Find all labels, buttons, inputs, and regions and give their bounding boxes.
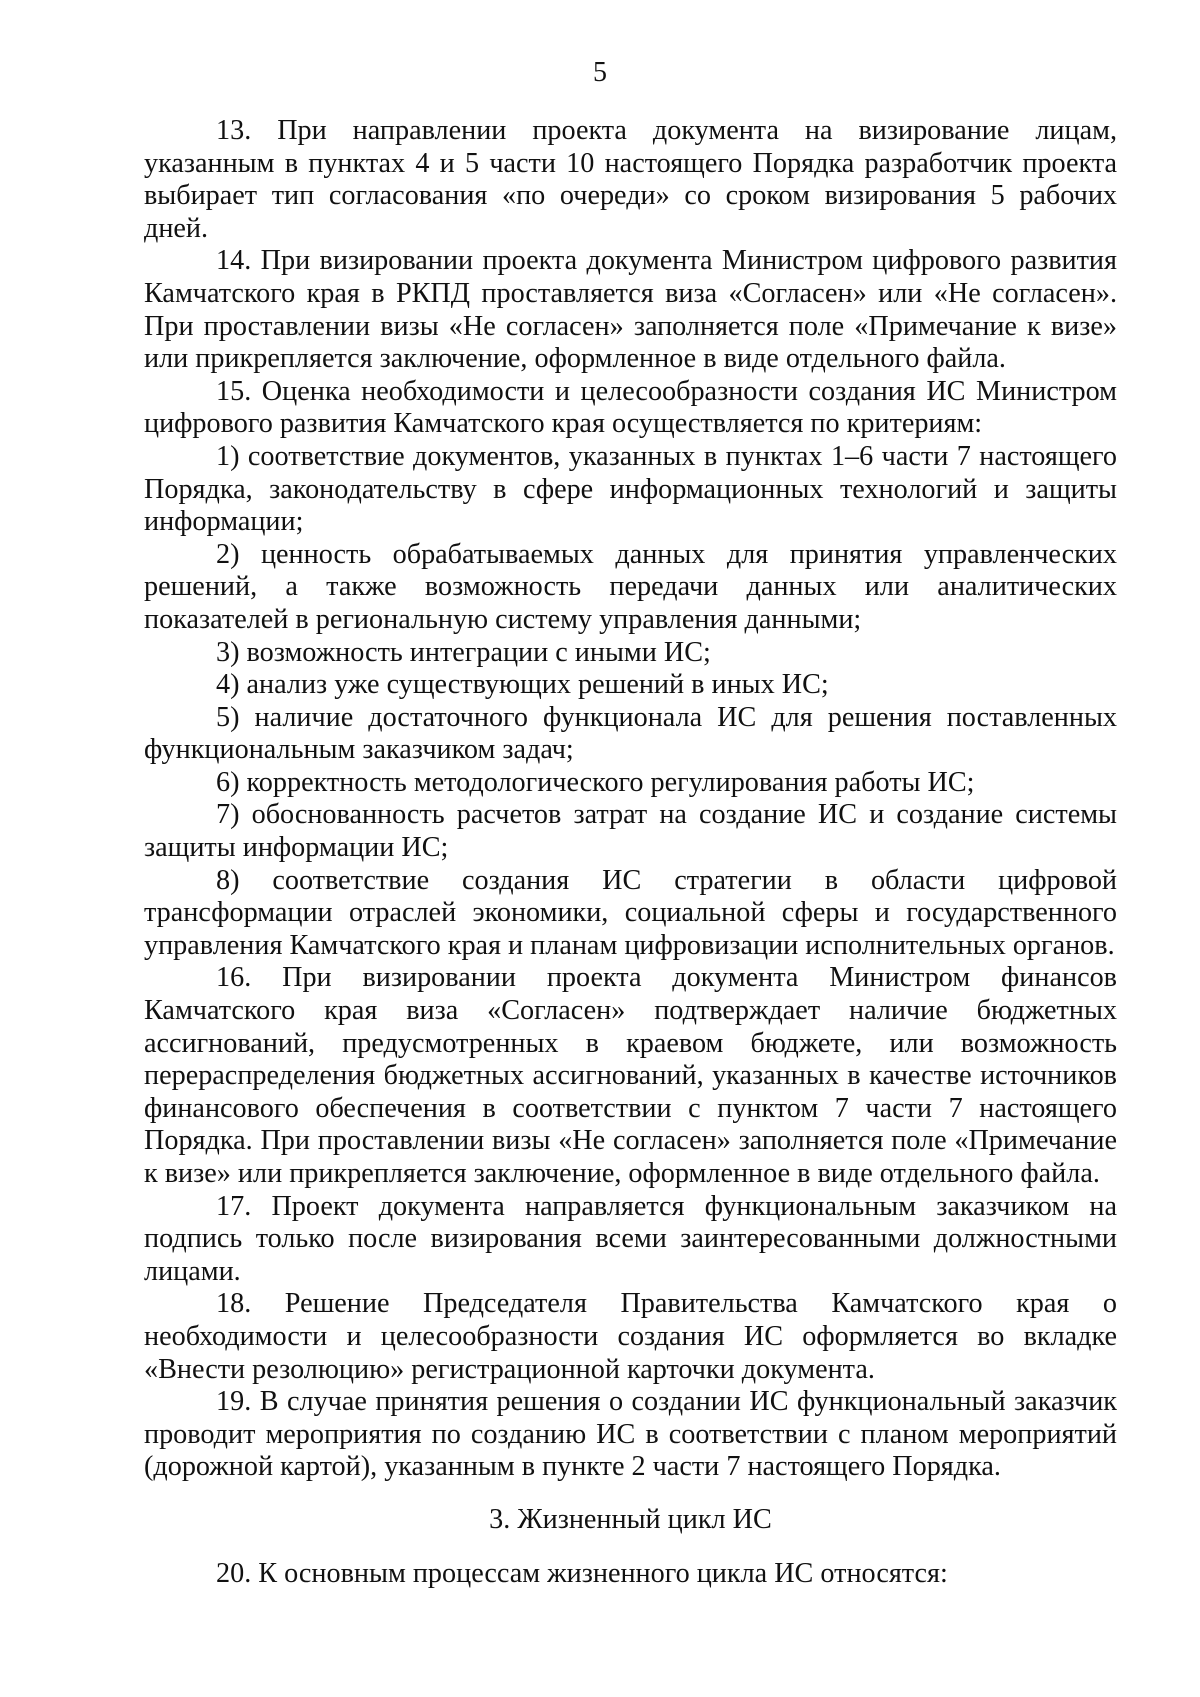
paragraph-19: 19. В случае принятия решения о создании ИС функциональный заказчик проводит мероприятия по созданию ИС в соответствии с планом мероприятий (дорожной картой), указанным в пункте 2 части 7 настоящего Порядка. [144, 1386, 1117, 1483]
criterion-8: 8) соответствие создания ИС стратегии в области цифровой трансформации отраслей экономики, социальной сферы и государственного управления Камчатского края и планам цифровизации исполнительных органов. [144, 864, 1117, 961]
criterion-4: 4) анализ уже существующих решений в иных ИС; [216, 669, 829, 701]
paragraph-17: 17. Проект документа направляется функциональным заказчиком на подпись только после визирования всеми заинтересованными должностными лицами. [144, 1190, 1117, 1287]
section-heading: 3. Жизненный цикл ИС [489, 1503, 772, 1535]
paragraph-16: 16. При визировании проекта документа Министром финансов Камчатского края виза «Согласен» подтверждает наличие бюджетных ассигнований, предусмотренных в краевом бюджете, или возможность перераспределения бюджетных ассигнований, указанных в качестве источников финансового обеспечения в соответствии с пунктом 7 части 7 настоящего Порядка. При проставлении визы «Не согласен» заполняется поле «Примечание к визе» или прикрепляется заключение, оформленное в виде отдельного файла. [144, 962, 1117, 1189]
paragraph-18: 18. Решение Председателя Правительства Камчатского края о необходимости и целесообразности создания ИС оформляется во вкладке «Внести резолюцию» регистрационной карточки документа. [144, 1288, 1117, 1385]
criterion-6: 6) корректность методологического регулирования работы ИС; [216, 766, 975, 798]
criterion-5: 5) наличие достаточного функционала ИС для решения поставленных функциональным заказчиком задач; [144, 701, 1117, 766]
criterion-2: 2) ценность обрабатываемых данных для принятия управленческих решений, а также возможность передачи данных или аналитических показателей в региональную систему управления данными; [144, 538, 1117, 635]
criterion-1: 1) соответствие документов, указанных в пунктах 1–6 части 7 настоящего Порядка, законодательству в сфере информационных технологий и защиты информации; [144, 440, 1117, 538]
paragraph-20: 20. К основным процессам жизненного цикла ИС относятся: [216, 1557, 948, 1589]
paragraph-15: 15. Оценка необходимости и целесообразности создания ИС Министром цифрового развития Камчатского края осуществляется по критериям: [144, 375, 1117, 440]
paragraph-13: 13. При направлении проекта документа на визирование лицам, указанным в пунктах 4 и 5 части 10 настоящего Порядка разработчик проекта выбирает тип согласования «по очереди» со сроком визирования 5 рабочих дней. [144, 115, 1117, 244]
criterion-7: 7) обоснованность расчетов затрат на создание ИС и создание системы защиты информации ИС; [144, 799, 1117, 864]
document-body [144, 115, 1117, 1590]
criterion-3: 3) возможность интеграции с иными ИС; [216, 636, 711, 668]
page-number: 5 [593, 57, 607, 88]
paragraph-14: 14. При визировании проекта документа Министром цифрового развития Камчатского края в РКПД проставляется виза «Согласен» или «Не согласен». При проставлении визы «Не согласен» заполняется поле «Примечание к визе» или прикрепляется заключение, оформленное в виде отдельного файла. [144, 245, 1117, 375]
